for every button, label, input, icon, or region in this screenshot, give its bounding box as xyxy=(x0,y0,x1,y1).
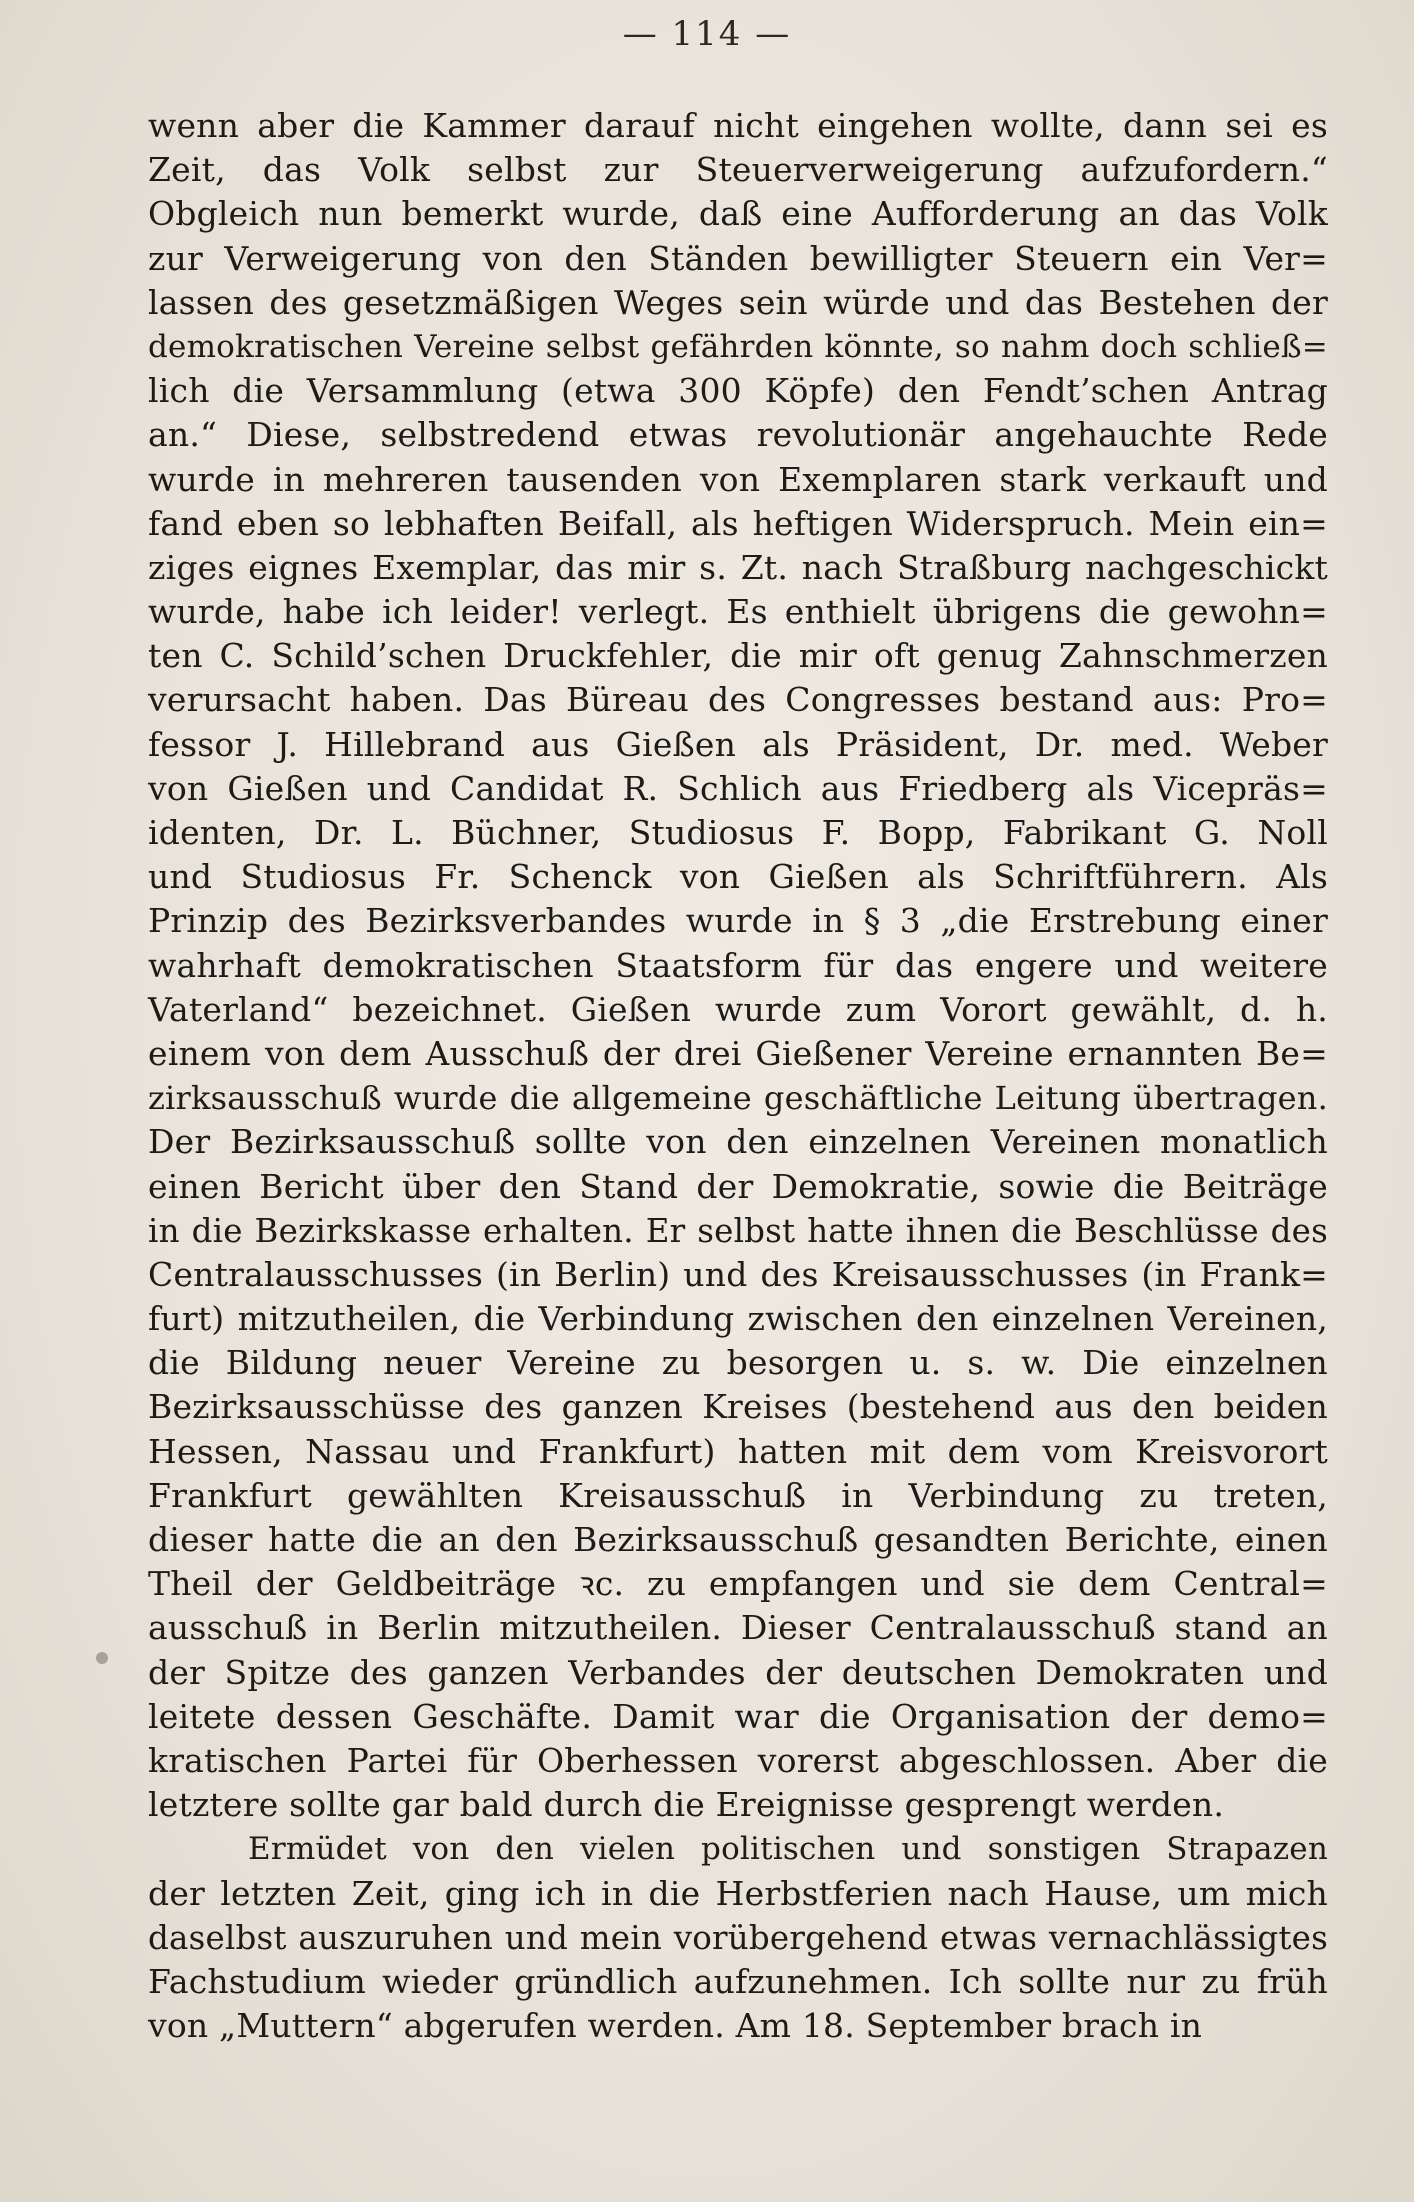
text-line: Fachstudium wieder gründlich aufzunehmen. Ich sollte nur zu früh xyxy=(148,1961,1328,2001)
text-line: Hessen, Nassau und Frankfurt) hatten mit dem vom Kreisvorort xyxy=(148,1431,1328,1471)
text-line: Vaterland“ bezeichnet. Gießen wurde zum Vorort gewählt, d. h. xyxy=(148,989,1328,1029)
text-line: Centralausschusses (in Berlin) und des Kreisausschusses (in Frank= xyxy=(148,1254,1328,1294)
text-line: fand eben so lebhaften Beifall, als heftigen Widerspruch. Mein ein= xyxy=(148,503,1328,543)
text-line: von „Muttern“ abgerufen werden. Am 18. September brach in xyxy=(148,2006,1203,2046)
text-line: Bezirksausschüsse des ganzen Kreises (bestehend aus den beiden xyxy=(148,1387,1328,1427)
text-line: Frankfurt gewählten Kreisausschuß in Verbindung zu treten, xyxy=(148,1475,1328,1515)
text-line: zirksausschuß wurde die allgemeine geschäftliche Leitung übertragen. xyxy=(148,1079,1328,1118)
text-line: an.“ Diese, selbstredend etwas revolutionär angehauchte Rede xyxy=(148,415,1328,455)
text-line: Zeit, das Volk selbst zur Steuerverweigerung aufzufordern.“ xyxy=(148,150,1328,190)
text-line: der letzten Zeit, ging ich in die Herbstferien nach Hause, um mich xyxy=(148,1873,1328,1913)
page-number: — 114 — xyxy=(622,14,792,54)
text-line: identen, Dr. L. Büchner, Studiosus F. Bopp, Fabrikant G. Noll xyxy=(148,813,1328,852)
paper-speck xyxy=(96,1652,108,1664)
text-line: ten C. Schild’schen Druckfehler, die mir oft genug Zahnschmerzen xyxy=(148,636,1328,676)
text-line: und Studiosus Fr. Schenck von Gießen als Schriftführern. Als xyxy=(148,857,1328,897)
body-text xyxy=(148,104,1328,2048)
text-line: ziges eignes Exemplar, das mir s. Zt. nach Straßburg nachgeschickt xyxy=(148,547,1328,587)
text-line: verursacht haben. Das Büreau des Congresses bestand aus: Pro= xyxy=(148,680,1328,720)
text-line: der Spitze des ganzen Verbandes der deutschen Demokraten und xyxy=(148,1652,1328,1692)
text-line: dieser hatte die an den Bezirksausschuß gesandten Berichte, einen xyxy=(148,1520,1328,1559)
text-line: wenn aber die Kammer darauf nicht eingehen wollte, dann sei es xyxy=(148,106,1328,145)
text-line: Der Bezirksausschuß sollte von den einzelnen Vereinen monatlich xyxy=(148,1122,1328,1162)
text-line: wurde in mehreren tausenden von Exemplaren stark verkauft und xyxy=(148,459,1328,499)
text-line: furt) mitzutheilen, die Verbindung zwischen den einzelnen Vereinen, xyxy=(148,1299,1328,1339)
text-line: ausschuß in Berlin mitzutheilen. Dieser Centralausschuß stand an xyxy=(148,1608,1328,1648)
text-line: kratischen Partei für Oberhessen vorerst abgeschlossen. Aber die xyxy=(148,1740,1328,1780)
text-line: zur Verweigerung von den Ständen bewilligter Steuern ein Ver= xyxy=(148,238,1328,278)
text-line: lich die Versammlung (etwa 300 Köpfe) den Fendt’schen Antrag xyxy=(148,371,1328,411)
text-line: wurde, habe ich leider! verlegt. Es enthielt übrigens die gewohn= xyxy=(148,592,1328,632)
text-line: einem von dem Ausschuß der drei Gießener Vereine ernannten Be= xyxy=(148,1033,1328,1073)
text-line: wahrhaft demokratischen Staatsform für das engere und weitere xyxy=(148,945,1328,985)
text-line: Prinzip des Bezirksverbandes wurde in § 3 „die Erstrebung einer xyxy=(148,901,1328,941)
text-line: Ermüdet von den vielen politischen und sonstigen Strapazen xyxy=(248,1831,1328,1868)
text-line: demokratischen Vereine selbst gefährden könnte, so nahm doch schließ= xyxy=(148,328,1328,365)
text-line: daselbst auszuruhen und mein vorübergehend etwas vernachlässigtes xyxy=(148,1918,1328,1957)
text-line: Theil der Geldbeiträge ꝛc. zu empfangen und sie dem Central= xyxy=(148,1564,1328,1604)
text-line: lassen des gesetzmäßigen Weges sein würde und das Bestehen der xyxy=(148,282,1328,322)
text-line: die Bildung neuer Vereine zu besorgen u. s. w. Die einzelnen xyxy=(148,1343,1328,1383)
text-line: von Gießen und Candidat R. Schlich aus Friedberg als Vicepräs= xyxy=(148,768,1328,808)
text-line: leitete dessen Geschäfte. Damit war die Organisation der demo= xyxy=(148,1696,1328,1736)
text-line: einen Bericht über den Stand der Demokratie, sowie die Beiträge xyxy=(148,1166,1328,1206)
text-line: in die Bezirkskasse erhalten. Er selbst hatte ihnen die Beschlüsse des xyxy=(148,1211,1328,1250)
text-line: fessor J. Hillebrand aus Gießen als Präsident, Dr. med. Weber xyxy=(148,724,1328,764)
text-line: Obgleich nun bemerkt wurde, daß eine Aufforderung an das Volk xyxy=(148,194,1328,234)
text-line: letztere sollte gar bald durch die Ereignisse gesprengt werden. xyxy=(148,1785,1225,1825)
